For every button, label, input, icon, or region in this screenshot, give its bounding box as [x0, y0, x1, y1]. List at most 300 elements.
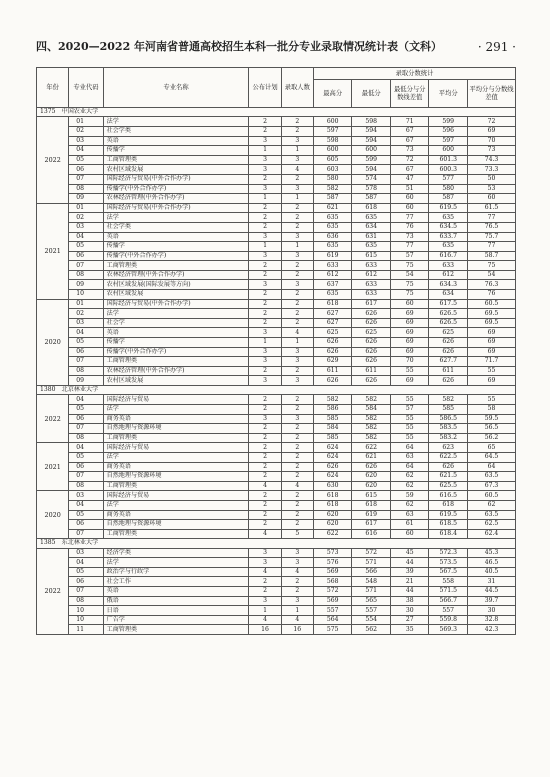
table-row	[37, 222, 516, 232]
plan-cell: 3	[249, 280, 281, 290]
avg-diff-cell: 62.5	[468, 520, 516, 530]
page-header	[36, 34, 516, 54]
admit-cell: 3	[281, 251, 313, 261]
col-plan: 公布计划	[249, 68, 281, 108]
admit-cell: 2	[281, 203, 313, 213]
major-cell: 法学	[103, 309, 249, 319]
table-row	[37, 472, 516, 482]
admit-cell: 4	[281, 567, 313, 577]
avg-diff-cell: 61.5	[468, 203, 516, 213]
plan-cell: 2	[249, 433, 281, 443]
admit-cell: 2	[281, 587, 313, 597]
admit-cell: 2	[281, 126, 313, 136]
plan-cell: 1	[249, 338, 281, 348]
major-cell: 社会学类	[103, 222, 249, 232]
min-cell: 578	[352, 184, 391, 194]
school-row	[37, 539, 516, 548]
avg-cell: 596	[429, 126, 468, 136]
admit-cell: 4	[281, 328, 313, 338]
max-cell: 600	[313, 146, 352, 156]
avg-cell: 626	[429, 376, 468, 386]
school-name: 1385 东北林业大学	[37, 539, 516, 548]
plan-cell: 2	[249, 587, 281, 597]
code-cell: 06	[69, 577, 103, 587]
major-cell: 商务英语	[103, 414, 249, 424]
max-cell: 587	[313, 194, 352, 204]
plan-cell: 3	[249, 328, 281, 338]
plan-cell: 3	[249, 558, 281, 568]
plan-cell: 2	[249, 424, 281, 434]
max-cell: 612	[313, 270, 352, 280]
min-diff-cell: 62	[390, 481, 429, 491]
min-diff-cell: 21	[390, 577, 429, 587]
table-row	[37, 500, 516, 510]
table-row	[37, 290, 516, 300]
table-row	[37, 443, 516, 453]
avg-cell: 618	[429, 500, 468, 510]
code-cell: 01	[69, 117, 103, 127]
min-diff-cell: 69	[390, 318, 429, 328]
major-cell: 日语	[103, 606, 249, 616]
admit-cell: 2	[281, 213, 313, 223]
avg-diff-cell: 32.8	[468, 615, 516, 625]
min-cell: 635	[352, 213, 391, 223]
min-diff-cell: 70	[390, 357, 429, 367]
major-cell: 农林经济管理(中外合作办学)	[103, 194, 249, 204]
code-cell: 02	[69, 309, 103, 319]
avg-diff-cell: 58	[468, 405, 516, 415]
admit-cell: 3	[281, 232, 313, 242]
max-cell: 573	[313, 548, 352, 558]
table-row	[37, 376, 516, 386]
avg-cell: 634	[429, 290, 468, 300]
avg-cell: 616.7	[429, 251, 468, 261]
min-diff-cell: 64	[390, 462, 429, 472]
max-cell: 620	[313, 510, 352, 520]
table-row	[37, 587, 516, 597]
max-cell: 575	[313, 625, 352, 635]
min-cell: 618	[352, 500, 391, 510]
admit-cell: 2	[281, 261, 313, 271]
code-cell: 07	[69, 357, 103, 367]
code-cell: 08	[69, 481, 103, 491]
avg-cell: 600.3	[429, 165, 468, 175]
avg-diff-cell: 44.5	[468, 587, 516, 597]
major-cell: 广告学	[103, 615, 249, 625]
admit-cell: 1	[281, 146, 313, 156]
avg-diff-cell: 58.7	[468, 251, 516, 261]
year-cell: 2020	[37, 491, 69, 539]
table-row	[37, 318, 516, 328]
major-cell: 法学	[103, 117, 249, 127]
plan-cell: 2	[249, 452, 281, 462]
plan-cell: 1	[249, 242, 281, 252]
col-max: 最高分	[313, 80, 352, 108]
major-cell: 商务英语	[103, 462, 249, 472]
major-cell: 自然地理与资源环境	[103, 520, 249, 530]
table-row	[37, 433, 516, 443]
min-cell: 615	[352, 491, 391, 501]
code-cell: 05	[69, 510, 103, 520]
avg-cell: 586.5	[429, 414, 468, 424]
code-cell: 07	[69, 261, 103, 271]
plan-cell: 1	[249, 194, 281, 204]
admit-cell: 3	[281, 376, 313, 386]
admit-cell: 2	[281, 270, 313, 280]
code-cell: 09	[69, 280, 103, 290]
max-cell: 557	[313, 606, 352, 616]
avg-cell: 621.5	[429, 472, 468, 482]
table-row	[37, 174, 516, 184]
plan-cell: 2	[249, 309, 281, 319]
avg-diff-cell: 63.5	[468, 472, 516, 482]
code-cell: 01	[69, 203, 103, 213]
avg-cell: 622.5	[429, 452, 468, 462]
min-cell: 618	[352, 203, 391, 213]
major-cell: 法学	[103, 405, 249, 415]
min-cell: 554	[352, 615, 391, 625]
avg-cell: 566.7	[429, 596, 468, 606]
avg-cell: 585	[429, 405, 468, 415]
table-row	[37, 165, 516, 175]
plan-cell: 2	[249, 520, 281, 530]
plan-cell: 2	[249, 500, 281, 510]
max-cell: 597	[313, 126, 352, 136]
plan-cell: 2	[249, 405, 281, 415]
avg-diff-cell: 77	[468, 242, 516, 252]
code-cell: 06	[69, 251, 103, 261]
min-diff-cell: 69	[390, 309, 429, 319]
table-row	[37, 405, 516, 415]
admit-cell: 2	[281, 117, 313, 127]
table-row	[37, 596, 516, 606]
plan-cell: 2	[249, 174, 281, 184]
code-cell: 08	[69, 366, 103, 376]
min-diff-cell: 69	[390, 347, 429, 357]
max-cell: 603	[313, 165, 352, 175]
min-cell: 565	[352, 596, 391, 606]
major-cell: 国际经济与贸易(中外合作办学)	[103, 299, 249, 309]
min-diff-cell: 75	[390, 280, 429, 290]
plan-cell: 2	[249, 318, 281, 328]
major-cell: 政治学与行政学	[103, 567, 249, 577]
admit-cell: 2	[281, 500, 313, 510]
max-cell: 605	[313, 155, 352, 165]
code-cell: 08	[69, 270, 103, 280]
min-cell: 626	[352, 347, 391, 357]
avg-cell: 619.5	[429, 203, 468, 213]
min-cell: 582	[352, 424, 391, 434]
admission-table	[36, 67, 516, 635]
min-diff-cell: 62	[390, 500, 429, 510]
avg-cell: 571.5	[429, 587, 468, 597]
code-cell: 09	[69, 376, 103, 386]
max-cell: 572	[313, 587, 352, 597]
admit-cell: 2	[281, 318, 313, 328]
max-cell: 564	[313, 615, 352, 625]
min-cell: 600	[352, 146, 391, 156]
min-diff-cell: 55	[390, 395, 429, 405]
plan-cell: 3	[249, 155, 281, 165]
min-diff-cell: 55	[390, 414, 429, 424]
min-cell: 571	[352, 558, 391, 568]
min-diff-cell: 63	[390, 510, 429, 520]
table-row	[37, 194, 516, 204]
major-cell: 农村区域发展	[103, 290, 249, 300]
min-diff-cell: 67	[390, 126, 429, 136]
year-cell: 2022	[37, 117, 69, 203]
table-row	[37, 146, 516, 156]
avg-diff-cell: 46.5	[468, 558, 516, 568]
major-cell: 英语	[103, 136, 249, 146]
min-cell: 620	[352, 481, 391, 491]
plan-cell: 3	[249, 376, 281, 386]
min-cell: 633	[352, 261, 391, 271]
major-cell: 自然地理与资源环境	[103, 424, 249, 434]
admit-cell: 3	[281, 280, 313, 290]
avg-cell: 626	[429, 462, 468, 472]
max-cell: 598	[313, 136, 352, 146]
admit-cell: 4	[281, 481, 313, 491]
avg-cell: 617.5	[429, 299, 468, 309]
max-cell: 585	[313, 414, 352, 424]
min-diff-cell: 69	[390, 338, 429, 348]
max-cell: 630	[313, 481, 352, 491]
min-diff-cell: 62	[390, 472, 429, 482]
code-cell: 07	[69, 174, 103, 184]
min-cell: 582	[352, 414, 391, 424]
avg-cell: 580	[429, 184, 468, 194]
min-cell: 626	[352, 357, 391, 367]
avg-cell: 597	[429, 136, 468, 146]
avg-diff-cell: 63.5	[468, 510, 516, 520]
max-cell: 611	[313, 366, 352, 376]
major-cell: 英语	[103, 328, 249, 338]
plan-cell: 2	[249, 472, 281, 482]
avg-cell: 569.3	[429, 625, 468, 635]
admit-cell: 3	[281, 414, 313, 424]
admit-cell: 2	[281, 299, 313, 309]
admit-cell: 2	[281, 443, 313, 453]
max-cell: 586	[313, 405, 352, 415]
min-cell: 587	[352, 194, 391, 204]
table-row	[37, 203, 516, 213]
max-cell: 618	[313, 491, 352, 501]
admit-cell: 3	[281, 184, 313, 194]
code-cell: 06	[69, 462, 103, 472]
max-cell: 568	[313, 577, 352, 587]
code-cell: 07	[69, 529, 103, 539]
min-diff-cell: 57	[390, 405, 429, 415]
year-cell: 2021	[37, 443, 69, 491]
plan-cell: 2	[249, 117, 281, 127]
admit-cell: 3	[281, 136, 313, 146]
admit-cell: 3	[281, 558, 313, 568]
avg-diff-cell: 62.4	[468, 529, 516, 539]
min-diff-cell: 57	[390, 251, 429, 261]
table-row	[37, 126, 516, 136]
max-cell: 576	[313, 558, 352, 568]
max-cell: 635	[313, 242, 352, 252]
max-cell: 600	[313, 117, 352, 127]
avg-cell: 582	[429, 395, 468, 405]
plan-cell: 2	[249, 261, 281, 271]
table-row	[37, 213, 516, 223]
avg-diff-cell: 40.5	[468, 567, 516, 577]
avg-diff-cell: 56.5	[468, 424, 516, 434]
min-diff-cell: 73	[390, 232, 429, 242]
table-row	[37, 242, 516, 252]
major-cell: 国际经济与贸易	[103, 443, 249, 453]
major-cell: 工商管理类	[103, 261, 249, 271]
admit-cell: 1	[281, 606, 313, 616]
max-cell: 635	[313, 213, 352, 223]
plan-cell: 2	[249, 222, 281, 232]
plan-cell: 1	[249, 146, 281, 156]
table-row	[37, 347, 516, 357]
major-cell: 工商管理类	[103, 625, 249, 635]
min-diff-cell: 39	[390, 567, 429, 577]
major-cell: 工商管理类	[103, 529, 249, 539]
avg-diff-cell: 76.5	[468, 222, 516, 232]
min-cell: 616	[352, 529, 391, 539]
avg-diff-cell: 60.5	[468, 491, 516, 501]
avg-diff-cell: 55	[468, 395, 516, 405]
min-diff-cell: 67	[390, 136, 429, 146]
major-cell: 传播学(中外合作办学)	[103, 347, 249, 357]
min-cell: 626	[352, 318, 391, 328]
min-cell: 615	[352, 251, 391, 261]
table-row	[37, 136, 516, 146]
max-cell: 626	[313, 462, 352, 472]
avg-cell: 557	[429, 606, 468, 616]
plan-cell: 2	[249, 443, 281, 453]
min-cell: 626	[352, 309, 391, 319]
min-cell: 617	[352, 520, 391, 530]
max-cell: 636	[313, 232, 352, 242]
min-diff-cell: 63	[390, 452, 429, 462]
page-title: 四、2020—2022 年河南省普通高校招生本科一批分专业录取情况统计表（文科）	[36, 40, 443, 53]
avg-cell: 573.5	[429, 558, 468, 568]
max-cell: 622	[313, 529, 352, 539]
min-diff-cell: 72	[390, 155, 429, 165]
plan-cell: 2	[249, 462, 281, 472]
plan-cell: 4	[249, 481, 281, 491]
col-year: 年份	[37, 68, 69, 108]
avg-diff-cell: 67.3	[468, 481, 516, 491]
max-cell: 584	[313, 424, 352, 434]
code-cell: 03	[69, 491, 103, 501]
admit-cell: 2	[281, 452, 313, 462]
avg-diff-cell: 53	[468, 184, 516, 194]
plan-cell: 2	[249, 290, 281, 300]
school-name: 1380 北京林业大学	[37, 386, 516, 395]
min-diff-cell: 54	[390, 270, 429, 280]
min-diff-cell: 59	[390, 491, 429, 501]
admit-cell: 1	[281, 194, 313, 204]
avg-diff-cell: 69	[468, 328, 516, 338]
max-cell: 582	[313, 184, 352, 194]
col-major: 专业名称	[103, 68, 249, 108]
table-row	[37, 462, 516, 472]
major-cell: 传播学(中外合作办学)	[103, 251, 249, 261]
code-cell: 04	[69, 328, 103, 338]
avg-diff-cell: 69.5	[468, 309, 516, 319]
table-row	[37, 520, 516, 530]
plan-cell: 3	[249, 232, 281, 242]
major-cell: 社会学	[103, 318, 249, 328]
code-cell: 07	[69, 587, 103, 597]
min-cell: 620	[352, 472, 391, 482]
max-cell: 624	[313, 472, 352, 482]
plan-cell: 3	[249, 357, 281, 367]
code-cell: 05	[69, 242, 103, 252]
avg-diff-cell: 69	[468, 126, 516, 136]
major-cell: 英语	[103, 232, 249, 242]
avg-cell: 583.2	[429, 433, 468, 443]
plan-cell: 2	[249, 213, 281, 223]
major-cell: 传播学	[103, 338, 249, 348]
min-cell: 574	[352, 174, 391, 184]
admit-cell: 1	[281, 338, 313, 348]
avg-cell: 626.5	[429, 309, 468, 319]
min-diff-cell: 64	[390, 443, 429, 453]
admit-cell: 2	[281, 309, 313, 319]
min-diff-cell: 60	[390, 299, 429, 309]
major-cell: 俄语	[103, 596, 249, 606]
plan-cell: 3	[249, 251, 281, 261]
code-cell: 06	[69, 165, 103, 175]
col-score-group: 录取分数统计	[313, 68, 515, 80]
min-diff-cell: 44	[390, 587, 429, 597]
table-row	[37, 491, 516, 501]
admit-cell: 2	[281, 577, 313, 587]
table-row	[37, 481, 516, 491]
avg-cell: 633.7	[429, 232, 468, 242]
code-cell: 10	[69, 615, 103, 625]
min-cell: 594	[352, 126, 391, 136]
max-cell: 624	[313, 452, 352, 462]
max-cell: 629	[313, 357, 352, 367]
admit-cell: 2	[281, 424, 313, 434]
min-cell: 557	[352, 606, 391, 616]
code-cell: 04	[69, 146, 103, 156]
avg-cell: 635	[429, 213, 468, 223]
min-cell: 633	[352, 290, 391, 300]
avg-diff-cell: 73.3	[468, 165, 516, 175]
table-row	[37, 328, 516, 338]
avg-diff-cell: 56.2	[468, 433, 516, 443]
table-row	[37, 117, 516, 127]
avg-cell: 587	[429, 194, 468, 204]
min-diff-cell: 45	[390, 548, 429, 558]
table-row	[37, 270, 516, 280]
max-cell: 633	[313, 261, 352, 271]
avg-diff-cell: 64	[468, 462, 516, 472]
major-cell: 法学	[103, 452, 249, 462]
avg-diff-cell: 75.7	[468, 232, 516, 242]
avg-cell: 626	[429, 347, 468, 357]
min-cell: 599	[352, 155, 391, 165]
admit-cell: 2	[281, 174, 313, 184]
avg-diff-cell: 60	[468, 194, 516, 204]
table-row	[37, 577, 516, 587]
min-cell: 611	[352, 366, 391, 376]
code-cell: 05	[69, 452, 103, 462]
min-diff-cell: 76	[390, 222, 429, 232]
min-diff-cell: 69	[390, 376, 429, 386]
avg-diff-cell: 65	[468, 443, 516, 453]
